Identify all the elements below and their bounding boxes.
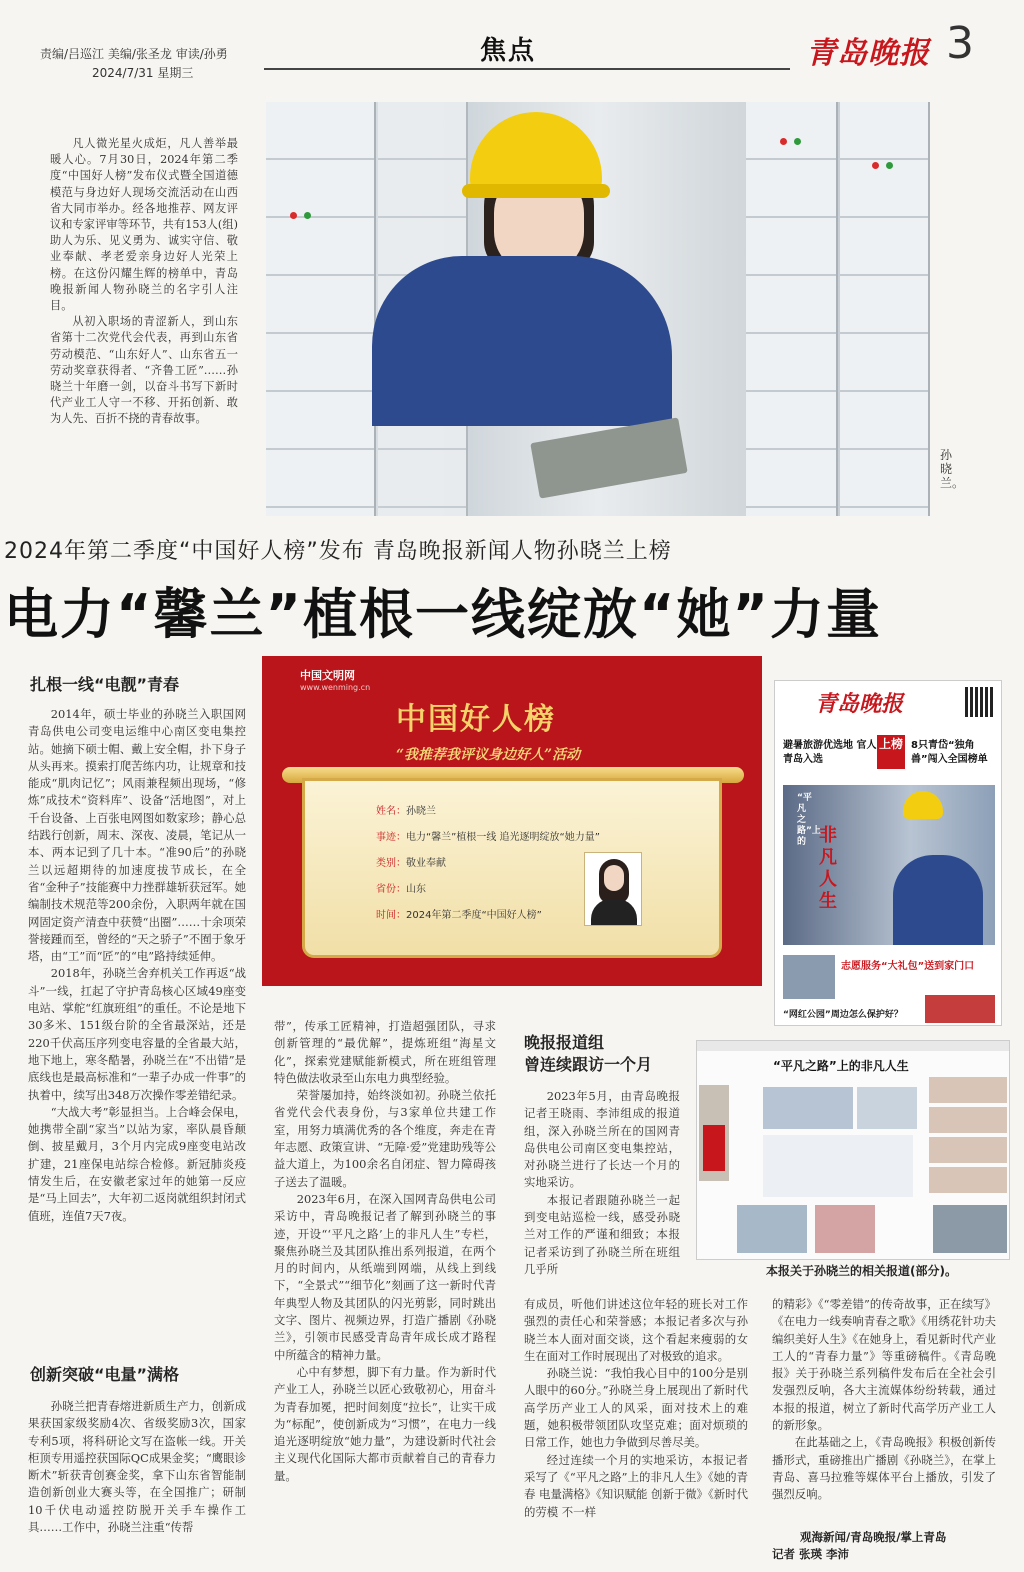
- article-paragraph: 带”，传承工匠精神，打造超强团队，寻求创新管理的“最优解”，提炼班组“海星文化”，探索党建赋能新模式，所在班组管理特色做法收录至山东电力典型经验。: [274, 1019, 496, 1085]
- field-key: 省份：: [376, 884, 406, 895]
- issue-date: 2024/7/31 星期三: [92, 66, 194, 80]
- switch-cabinet: [840, 102, 930, 516]
- article-paragraph: 孙晓兰把青春熔进新质生产力，创新成果获国家级奖励4次、省级奖励3次，国家专利5项，将科研论文写在盗帐一线。开关柜顶专用遥控获国际QC成果金奖；“鹰眼诊断术”斩获青创赛金奖，拿下山东省智能制造创新创业大赛头等，在全国推广；研制10千伏电动遥控防脱开关手车操作工具……工作中，孙晓兰注重“传帮: [28, 1399, 246, 1535]
- article-column-4: [772, 1296, 996, 1504]
- award-field-province: [376, 880, 426, 895]
- header-rule: [264, 68, 790, 70]
- thumb-story: 志愿服务“大礼包”送到家门口: [841, 961, 975, 972]
- byline: 观海新闻/青岛晚报/掌上青岛: [800, 1530, 947, 1544]
- field-key: 事迹：: [376, 832, 406, 843]
- indicator-light: [794, 138, 801, 145]
- intro-paragraph: 凡人微光星火成炬，凡人善举最暖人心。7月30日，2024年第二季度“中国好人榜”发布仪式暨全国道德模范与身边好人现场交流活动在山西省大同市举办。经各地推荐、网友评议和专家评审等环节，共有153人(组)助人为乐、见义勇为、诚实守信、敬业奉献、孝老爱亲身边好人光荣上榜。在这份闪耀生辉的榜单中，青岛晚报新闻人物孙晓兰的名字引人注目。: [50, 137, 238, 313]
- award-slogan: “我推荐我评议身边好人”活动: [396, 747, 581, 763]
- award-field-name: [376, 802, 436, 817]
- thumb-series-label: “平凡之路”上的: [797, 793, 821, 847]
- safety-helmet-icon: [903, 791, 943, 819]
- indicator-light: [780, 138, 787, 145]
- portrait-photo: [584, 852, 642, 926]
- switch-cabinet: [746, 102, 838, 516]
- article-paragraph: 的精彩》《“零差错”的传奇故事，正在续写》《在电力一线奏响青春之歌》《用绣花针功夫编织美好人生》《在她身上，看见新时代产业工人的“青春力量”》等重磅稿件。《青岛晚报》关于孙晓兰系列稿件发布后在全社会引发强烈反响，各大主流媒体纷纷转载，通过本报的报道，树立了新时代高学历产业工人的新形象。: [772, 1297, 996, 1433]
- newspaper-masthead: 青岛晚报: [806, 36, 930, 71]
- indicator-light: [872, 162, 879, 169]
- award-field-deed: [376, 828, 600, 843]
- section-heading: 曾连续跟访一个月: [524, 1055, 653, 1074]
- photo-caption: 孙晓兰。: [940, 448, 965, 490]
- indicator-light: [304, 212, 311, 219]
- article-column-1a: [28, 706, 246, 1225]
- article-column-2: [274, 1018, 496, 1485]
- main-headline: 电力“馨兰”植根一线绽放“她”力量: [4, 583, 882, 646]
- section-title: 焦点: [480, 36, 537, 66]
- field-key: 类别：: [376, 858, 406, 869]
- article-paragraph: 2023年6月，在深入国网青岛供电公司采访中，青岛晚报记者了解到孙晓兰的事迹，开设“‘平凡之路’上的非凡人生”专栏，聚焦孙晓兰及其团队推出系列报道，在两个月的时间内，从纸端到网端，从线上到线下，“全景式”“细节化”刻画了这一新时代青年典型人物及其团队的闪光剪影，同时跳出文字、图片、视频边界，打造广播剧《孙晓兰》，引领市民感受青岛青年成长成才路程中所蕴含的精神力量。: [274, 1191, 496, 1362]
- article-paragraph: 有成员，听他们讲述这位年轻的班长对工作强烈的责任心和荣誉感；本报记者多次与孙晓兰本人面对面交谈，这个看起来瘦弱的女生在面对工作时展现出了对极致的追求。: [524, 1297, 748, 1363]
- award-title: 中国好人榜: [396, 702, 556, 737]
- reporters: 记者 张瑛 李沛: [772, 1547, 850, 1561]
- thumbnail-caption: 本报关于孙晓兰的相关报道(部分)。: [766, 1264, 957, 1278]
- indicator-light: [290, 212, 297, 219]
- award-field-time: [376, 906, 542, 921]
- thumb-masthead: 青岛晚报: [815, 691, 904, 717]
- newspaper-front-page-thumbnail: [774, 680, 1002, 1026]
- article-paragraph: 心中有梦想，脚下有力量。作为新时代产业工人，孙晓兰以匠心致敬初心，用奋斗为青春加冕，把时间刻度“拉长”，让实干成为“标配”，使创新成为“习惯”，在电力一线追光逐明绽放“她力量”，为建设新时代社会主义现代化国际大都市贡献着自己的青春力量。: [274, 1364, 496, 1483]
- field-key: 姓名：: [376, 806, 406, 817]
- award-scroll: [302, 778, 722, 958]
- field-key: 时间：: [376, 910, 406, 921]
- field-value: 2024年第二季度“中国好人榜”: [406, 910, 542, 921]
- article-column-3a: [524, 1088, 680, 1278]
- thumb-worker: [893, 855, 983, 945]
- article-paragraph: 本报记者跟随孙晓兰一起到变电站巡检一线，感受孙晓兰对工作的严谨和细致；本报记者采访到了孙晓兰所在班组几乎所: [524, 1192, 680, 1276]
- editor-credits: 责编/吕巡江 美编/张圣龙 审读/孙勇: [40, 47, 228, 61]
- thumb-photo-small: [925, 995, 995, 1023]
- qr-code-icon: [965, 687, 995, 717]
- field-value: 孙晓兰: [406, 806, 436, 817]
- section-heading: 创新突破“电量”满格: [30, 1365, 180, 1384]
- field-value: 敬业奉献: [406, 858, 446, 869]
- section-heading: 扎根一线“电靓”青春: [30, 675, 180, 694]
- helmet-brim: [462, 184, 610, 198]
- worker-uniform: [372, 256, 672, 426]
- article-paragraph: 经过连续一个月的实地采访，本报记者采写了《“平凡之路”上的非凡人生》《她的青春 电量满格》《知识赋能 创新于微》《新时代的劳模 不一样: [524, 1452, 748, 1519]
- related-coverage-thumbnail: [696, 1040, 1010, 1260]
- thumb-series-title: 非凡人生: [819, 825, 837, 912]
- article-paragraph: 2023年5月，由青岛晚报记者王晓雨、李沛组成的报道组，深入孙晓兰所在的国网青岛供电公司南区变电集控站，对孙晓兰进行了长达一个月的实地采访。: [524, 1089, 680, 1190]
- thumb2-title: “平凡之路”上的非凡人生: [773, 1059, 909, 1073]
- thumb-story: “网红公园”周边怎么保护好？: [783, 1010, 903, 1020]
- award-site-url: www.wenming.cn: [300, 683, 371, 692]
- thumb-badge: 上榜: [877, 735, 905, 769]
- article-paragraph: 2018年，孙晓兰舍弃机关工作再返“战斗”一线，扛起了守护青岛核心区域49座变电站、掌舵“红旗班组”的重任。不论是地下30多米、151级台阶的全省最深站，还是220千伏高压序列变电容量的全省最大站，地下地上，寒冬酷暑，孙晓兰在“不出错”是底线也是最高标准和“一辈子办成一件事”的执着中，续写出348万次操作零差错纪录。: [28, 966, 246, 1102]
- field-value: 电力“馨兰”植根一线 追光逐明绽放“她力量”: [406, 832, 600, 843]
- page-number: 3: [946, 18, 974, 69]
- thumb-photo: [783, 785, 995, 945]
- intro-paragraphs: [50, 136, 238, 428]
- thumb-headline: 避暑旅游优选地 官人青岛入选: [783, 740, 877, 765]
- article-column-1b: [28, 1398, 246, 1536]
- award-site-name: 中国文明网: [300, 669, 355, 682]
- thumb-photo-small: [783, 955, 835, 999]
- field-value: 山东: [406, 884, 426, 895]
- article-paragraph: 荣誉屡加持，始终淡如初。孙晓兰依托省党代会代表身份，与3家单位共建工作室，用努力填满优秀的各个维度，奔走在青年志愿、政策宣讲、“无障·爱”党建助残等公益大道上，为100余名自闭症、智力障碍孩子送去了温暖。: [274, 1088, 496, 1189]
- article-paragraph: 2014年，硕士毕业的孙晓兰入职国网青岛供电公司变电运维中心南区变电集控站。她摘下硕士帽、戴上安全帽，扑下身子从头再来。摸索打爬苦练内功，让规章和技能成“肌肉记忆”；风雨兼程频出现场，“修炼”成技术“资料库”、设备“活地图”，对上千台设备、上百张电网图如数家珍；静心总结践行创新，周末、深夜、凌晨，笔记从一本、两本记到了几十本。“准90后”的孙晓兰以远超期待的加速度拔节成长，在全省“金种子”技能赛中力挫群雄斩获冠军。她编制技术规范等200余份，入职两年就在国网固定资产清查中获赞“出圈”……十余项荣誉接踵而至，曾经的“天之骄子”不囿于象牙塔，由“工”而“匠”的“电”路持续延伸。: [28, 707, 246, 964]
- intro-paragraph: 从初入职场的青涩新人，到山东省第十二次党代会代表，再到山东省劳动模范、“山东好人”、山东省五一劳动奖章获得者、“齐鲁工匠”……孙晓兰十年磨一剑，以奋斗书写下新时代产业工人守一不移、开拓创新、敢为人先、百折不挠的青春故事。: [50, 315, 238, 426]
- award-field-category: [376, 854, 446, 869]
- section-heading: 晚报报道组: [524, 1033, 605, 1052]
- article-paragraph: 在此基础之上，《青岛晚报》积极创新传播形式，重磅推出广播剧《孙晓兰》，在掌上青岛、喜马拉雅等媒体平台上播放，引发了强烈反响。: [772, 1435, 996, 1502]
- thumb-headline: 8只青岱“独角兽”闯入全国榜单: [911, 740, 988, 765]
- switch-cabinet: [266, 102, 376, 516]
- article-paragraph: 孙晓兰说：“我怕我心目中的100分是别人眼中的60分。”孙晓兰身上展现出了新时代高学历产业工人的风采，面对技术上的难题，她积极带领团队攻坚克难；面对烦琐的日常工作，她也力争做到尽善尽美。: [524, 1366, 748, 1450]
- subheadline: 2024年第二季度“中国好人榜”发布 青岛晚报新闻人物孙晓兰上榜: [4, 539, 672, 564]
- article-paragraph: “大战大考”彰显担当。上合峰会保电，她携带全副“家当”以站为家，率队晨昏颠倒、披星戴月，3个月内完成9座变电站改扩建，21座保电站综合检修。新冠肺炎疫情发生后，在安徽老家过年的她第一反应是“马上回去”，大年初二返岗就组织封闭式值班，连值7天7夜。: [28, 1104, 246, 1223]
- article-column-3b: [524, 1296, 748, 1521]
- indicator-light: [886, 162, 893, 169]
